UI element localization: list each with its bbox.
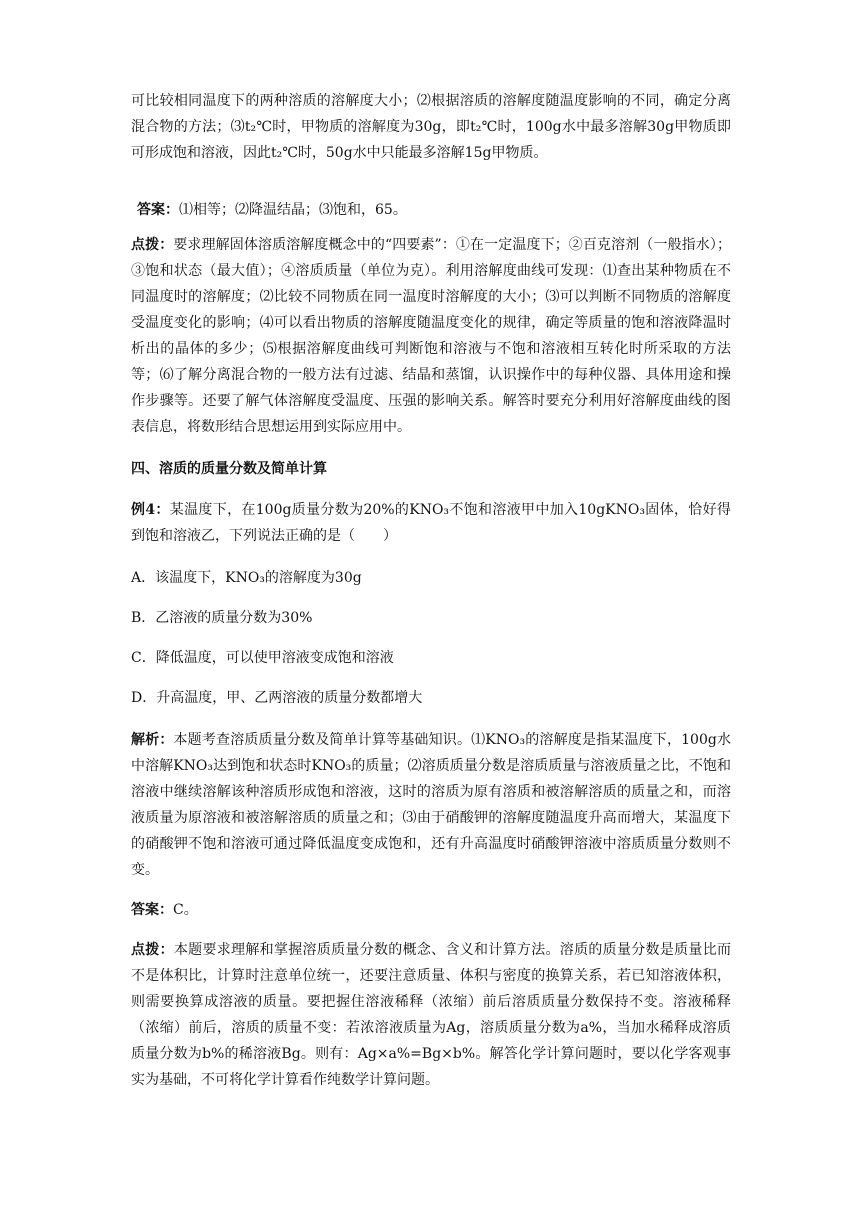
answer-label: 答案： [131,902,173,918]
option-d: D．升高温度，甲、乙两溶液的质量分数都增大 [131,690,423,706]
tip-label: 点拨： [131,942,174,958]
example-label: 例4： [131,502,170,518]
section-heading: 四、溶质的质量分数及简单计算 [131,461,327,477]
option-c: C．降低温度，可以使甲溶液变成饱和溶液 [131,650,394,666]
tip-4 [131,937,731,1093]
answer-text: ⑴相等；⑵降温结晶；⑶饱和，65。 [179,202,407,218]
answer-3 [131,197,731,223]
option-a: A．该温度下，KNO₃的溶解度为30g [131,570,362,586]
answer-label: 答案： [137,202,179,218]
answer-4 [131,897,731,923]
answer-text: C。 [173,902,198,918]
tip-text: 要求理解固体溶质溶解度概念中的“四要素”：①在一定温度下；②百克溶剂（一般指水）；③饱和状态（最大值）；④溶质质量（单位为克）。利用溶解度曲线可发现：⑴查出某种物质在不同温度时的溶解度；⑵比较不同物质在同一温度时溶解度的大小；⑶可以判断不同物质的溶解度受温度变化的影响；⑷可以看出物质的溶解度随温度变化的规律，确定等质量的饱和溶液降温时析出的晶体的多少；⑸根据溶解度曲线可判断饱和溶液与不饱和溶液相互转化时所采取的方法等；⑹了解分离混合物的一般方法有过滤、结晶和蒸馏，认识操作中的每种仪器、具体用途和操作步骤等。还要了解气体溶解度受温度、压强的影响关系。解答时要充分利用好溶解度曲线的图表信息，将数形结合思想运用到实际应用中。 [131,237,732,435]
analysis-text: 本题考查溶质质量分数及简单计算等基础知识。⑴KNO₃的溶解度是指某温度下，100g水中溶解KNO₃达到饱和状态时KNO₃的质量；⑵溶质质量分数是溶质质量与溶液质量之比，不饱和溶液中继续溶解该种溶质形成饱和溶液，这时的溶质为原有溶质和被溶解溶质的质量之和，而溶液质量为原溶液和被溶解溶质的质量之和；⑶由于硝酸钾的溶解度随温度升高而增大，某温度下的硝酸钾不饱和溶液可通过降低温度变成饱和，还有升高温度时硝酸钾溶液中溶质质量分数则不变。 [131,732,731,878]
analysis-label: 解析： [131,732,174,748]
option-b: B．乙溶液的质量分数为30% [131,610,313,626]
tip-3 [131,232,731,440]
tip-label: 点拨： [131,237,174,253]
analysis-continuation-text: 可比较相同温度下的两种溶质的溶解度大小；⑵根据溶质的溶解度随温度影响的不同，确定分离混合物的方法；⑶t₂℃时，甲物质的溶解度为30g，即t₂℃时，100g水中最多溶解30g甲物质即可形成饱和溶液，因此t₂℃时，50g水中只能最多溶解15g甲物质。 [131,93,731,161]
example-4 [131,497,731,549]
analysis-4 [131,727,731,883]
analysis-continuation [131,88,731,166]
example-question: 某温度下，在100g质量分数为20%的KNO₃不饱和溶液甲中加入10gKNO₃固体，恰好得到饱和溶液乙，下列说法正确的是（ ） [131,502,731,544]
tip-text: 本题要求理解和掌握溶质质量分数的概念、含义和计算方法。溶质的质量分数是质量比而不是体积比，计算时注意单位统一，还要注意质量、体积与密度的换算关系，若已知溶液体积，则需要换算成溶液的质量。要把握住溶液稀释（浓缩）前后溶质质量分数保持不变。溶液稀释（浓缩）前后，溶质的质量不变：若浓溶液质量为Ag，溶质质量分数为a%，当加水稀释成溶质质量分数为b%的稀溶液Bg。则有：Ag×a%=Bg×b%。解答化学计算问题时，要以化学客观事实为基础，不可将化学计算看作纯数学计算问题。 [131,942,732,1088]
